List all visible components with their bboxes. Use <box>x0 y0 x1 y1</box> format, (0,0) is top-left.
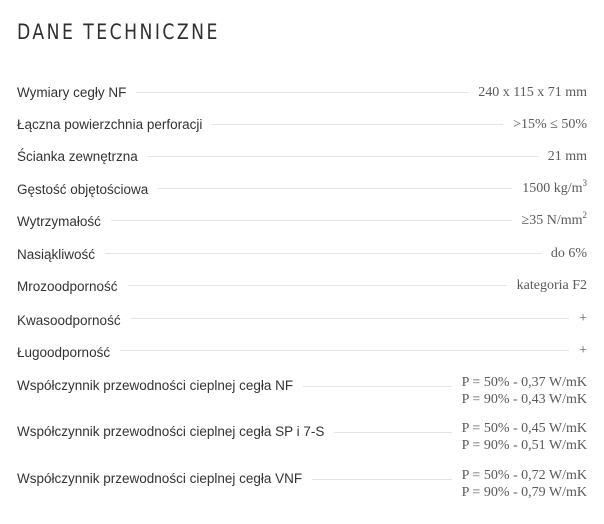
dotted-leader <box>131 318 570 319</box>
spec-label: Współczynnik przewodności cieplnej cegła NF <box>17 378 294 393</box>
spec-value: P = 50% - 0,45 W/mK P = 90% - 0,51 W/mK <box>461 421 587 453</box>
spec-label: Gęstość objętościowa <box>17 182 149 197</box>
dotted-leader <box>120 350 569 351</box>
spec-label: Nasiąkliwość <box>17 247 96 262</box>
spec-label: Wymiary cegły NF <box>17 85 127 100</box>
spec-value: >15% ≤ 50% <box>513 117 587 132</box>
spec-row-frost-resistance <box>17 277 587 295</box>
dotted-leader <box>334 432 451 433</box>
dotted-leader <box>105 253 541 254</box>
spec-row-absorbability <box>17 245 587 263</box>
spec-row-acid-resistance <box>17 310 587 329</box>
spec-label: Wytrzymałość <box>17 214 101 229</box>
page-title: DANE TECHNICZNE <box>17 20 220 44</box>
spec-row-thermal-nf <box>17 374 587 408</box>
spec-value: + <box>579 311 587 326</box>
spec-row-outer-wall <box>17 148 587 165</box>
spec-value: P = 50% - 0,37 W/mK P = 90% - 0,43 W/mK <box>461 375 587 407</box>
spec-value: 240 x 115 x 71 mm <box>478 85 587 100</box>
spec-row-brick-dimensions <box>17 84 587 101</box>
spec-value: do 6% <box>550 246 587 261</box>
spec-value: + <box>579 343 587 358</box>
spec-row-alkali-resistance <box>17 342 587 361</box>
dotted-leader <box>111 220 512 221</box>
spec-label: Mrozoodporność <box>17 279 118 294</box>
spec-label: Ścianka zewnętrzna <box>17 149 138 164</box>
spec-row-volumetric-density <box>17 180 587 198</box>
spec-value: 21 mm <box>547 149 587 164</box>
spec-value: 1500 $kg/m^3$ <box>522 178 587 196</box>
spec-row-strength <box>17 212 587 230</box>
spec-value: kategoria F2 <box>516 278 587 293</box>
dotted-leader <box>148 156 538 157</box>
spec-label: Łączna powierzchnia perforacji <box>17 117 203 132</box>
dotted-leader <box>312 479 452 480</box>
spec-label: Współczynnik przewodności cieplnej cegła VNF <box>17 471 303 486</box>
dotted-leader <box>212 124 503 125</box>
spec-label: Ługoodporność <box>17 345 111 360</box>
dotted-leader <box>128 285 507 286</box>
spec-row-thermal-sp <box>17 420 587 454</box>
dotted-leader <box>158 188 512 189</box>
spec-value: ≥35 $N/mm^2$ <box>521 210 587 228</box>
spec-row-thermal-vnf <box>17 467 587 501</box>
dotted-leader <box>136 92 468 93</box>
spec-label: Współczynnik przewodności cieplnej cegła SP i 7-S <box>17 424 325 439</box>
spec-value: P = 50% - 0,72 W/mK P = 90% - 0,79 W/mK <box>461 468 587 500</box>
dotted-leader <box>303 386 452 387</box>
spec-row-perforation-area <box>17 116 587 133</box>
spec-label: Kwasoodporność <box>17 313 121 328</box>
